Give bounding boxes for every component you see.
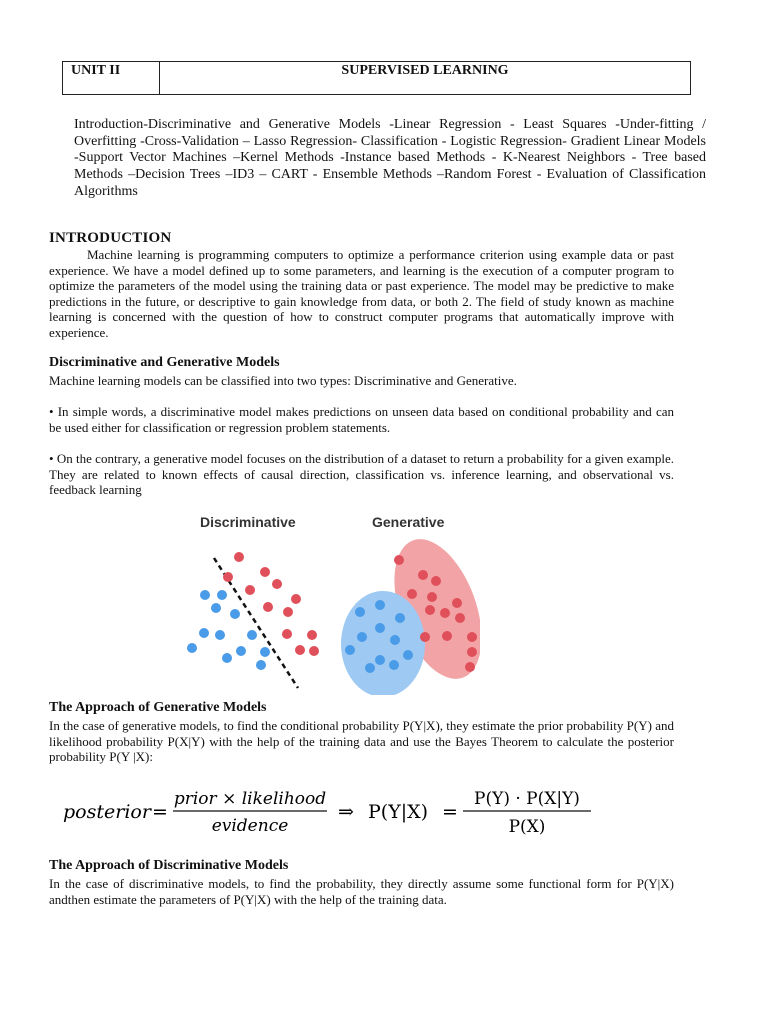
formula-equals-2: = bbox=[442, 801, 458, 823]
formula-lhs: posterior bbox=[63, 801, 151, 823]
unit-number: UNIT II bbox=[63, 62, 160, 94]
formula-numerator-1: prior × likelihood bbox=[173, 789, 327, 809]
introduction-paragraph: Machine learning is programming computers to optimize a performance criterion using example data or past experience. We have a model defined up to some parameters, and learning is the execution of a computer program to optimize the parameters of the model using the training data or past experience. The model may be predictive to make predictions in the future, or descriptive to gain knowledge from data, or both 2. The field of study known as machine learning is concerned with the question of how to construct computer programs that automatically improve with experience. bbox=[49, 247, 674, 340]
gen-approach-paragraph: In the case of generative models, to find the conditional probability P(Y|X), they estimate the prior probability P(Y) and likelihood probability P(X|Y) with the help of the training data and use the Bayes Theorem to calculate the posterior probability P(Y |X): bbox=[49, 718, 674, 764]
disc-gen-intro-line: Machine learning models can be classified into two types: Discriminative and Generative. bbox=[49, 373, 517, 388]
discriminative-bullet: • In simple words, a discriminative model makes predictions on unseen data based on conditional probability and can be used either for classification or regression problem statements. bbox=[49, 404, 674, 435]
generative-bullet: • On the contrary, a generative model focuses on the distribution of a dataset to return a probability for a given example. They are related to known effects of causal direction, classification vs. inference learning, and observational vs. feedback learning bbox=[49, 451, 674, 497]
formula-denominator-2: P(X) bbox=[508, 817, 546, 837]
disc-approach-heading: The Approach of Discriminative Models bbox=[49, 858, 289, 873]
discriminative-blue-points bbox=[187, 590, 270, 670]
disc-gen-heading: Discriminative and Generative Models bbox=[49, 355, 280, 370]
discriminative-red-points bbox=[223, 552, 319, 656]
implies-arrow: ⇒ bbox=[338, 801, 354, 823]
discriminative-label: Discriminative bbox=[200, 514, 296, 530]
disc-approach-paragraph: In the case of discriminative models, to find the probability, they directly assume some functional form for P(Y|X) andthen estimate the parameters of P(Y|X) with the help of the training data. bbox=[49, 876, 674, 907]
bayes-formula bbox=[55, 780, 615, 840]
figure-illustration bbox=[180, 510, 480, 695]
disc-vs-gen-figure bbox=[180, 510, 480, 695]
gen-approach-heading: The Approach of Generative Models bbox=[49, 700, 267, 715]
formula-denominator-1: evidence bbox=[211, 816, 289, 836]
unit-header-table bbox=[62, 61, 691, 95]
formula-numerator-2: P(Y) · P(X|Y) bbox=[474, 789, 580, 809]
syllabus-topics: Introduction-Discriminative and Generative Models -Linear Regression - Least Squares -Under-fitting / Overfitting -Cross-Validation – Lasso Regression- Classification - Logistic Regression- Gradient Linear Models -Support Vector Machines –Kernel Methods -Instance based Methods - K-Nearest Neighbors - Tree based Methods –Decision Trees –ID3 – CART - Ensemble Methods –Random Forest - Evaluation of Classification Algorithms bbox=[74, 117, 706, 199]
introduction-heading: INTRODUCTION bbox=[49, 230, 172, 246]
unit-title: SUPERVISED LEARNING bbox=[341, 63, 509, 78]
formula-posterior: P(Y|X) bbox=[368, 801, 429, 823]
generative-label: Generative bbox=[372, 514, 445, 530]
formula-equals-1: = bbox=[152, 801, 168, 823]
